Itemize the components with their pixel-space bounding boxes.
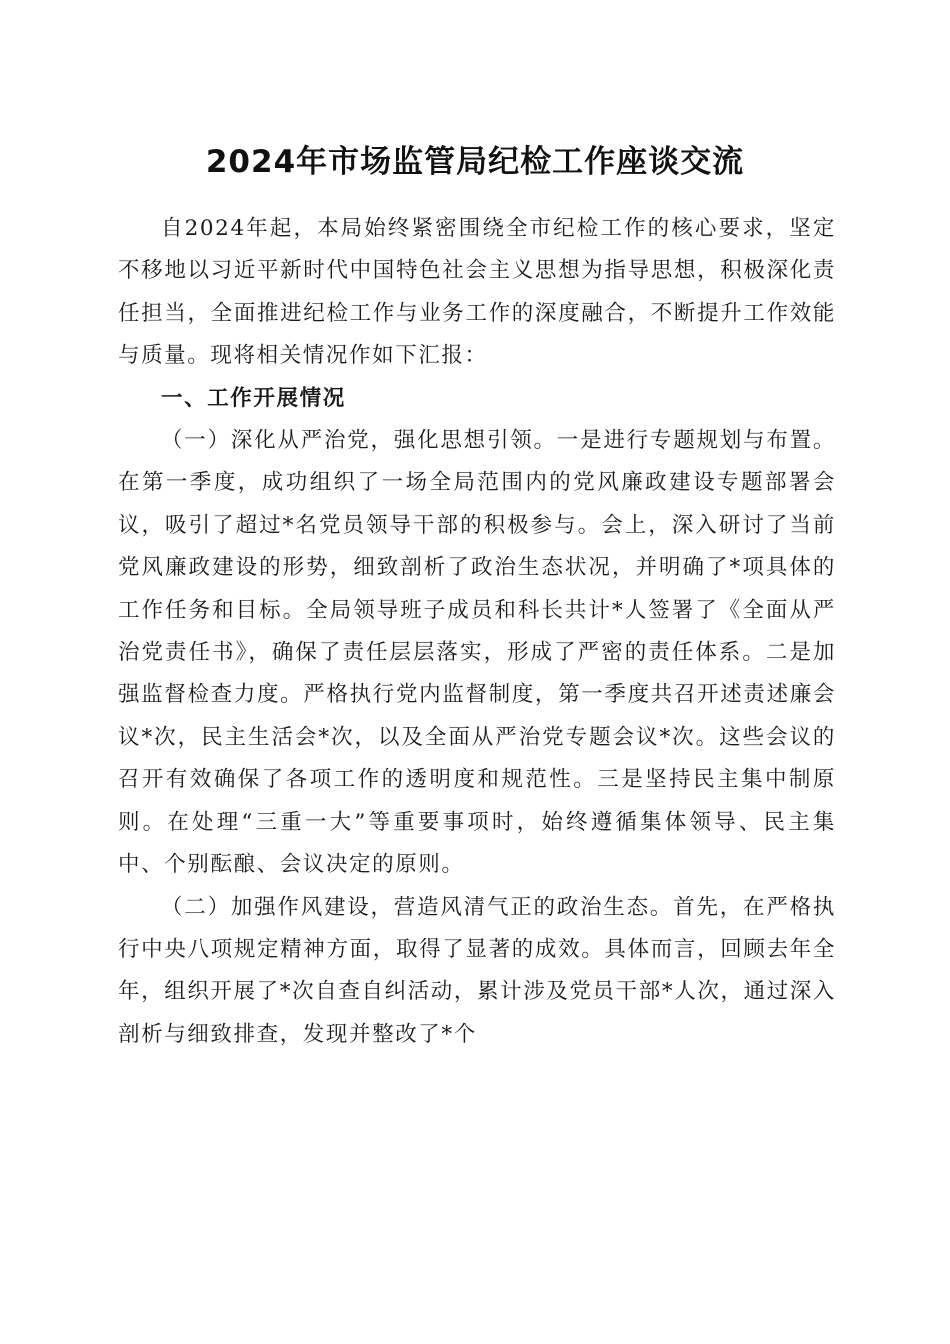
section-heading: 一、工作开展情况: [161, 385, 346, 411]
document-title: 2024年市场监管局纪检工作座谈交流: [205, 144, 745, 180]
section-paragraph-1: （一）深化从严治党，强化思想引领。一是进行专题规划与布置。在第一季度，成功组织了一场全局范围内的党风廉政建设专题部署会议，吸引了超过*名党员领导干部的积极参与。会上，深入研讨了当前党风廉政建设的形势，细致剖析了政治生态状况，并明确了*项具体的工作任务和目标。全局领导班子成员和科长共计*人签署了《全面从严治党责任书》，确保了责任层层落实，形成了严密的责任体系。二是加强监督检查力度。严格执行党内监督制度，第一季度共召开述责述廉会议*次，民主生活会*次，以及全面从严治党专题会议*次。这些会议的召开有效确保了各项工作的透明度和规范性。三是坚持民主集中制原则。在处理“三重一大”等重要事项时，始终遵循集体领导、民主集中、个别酝酿、会议决定的原则。: [118, 428, 836, 878]
section-paragraph-2: （二）加强作风建设，营造风清气正的政治生态。首先，在严格执行中央八项规定精神方面，取得了显著的成效。具体而言，回顾去年全年，组织开展了*次自查自纠活动，累计涉及党员干部*人次，通过深入剖析与细致排查，发现并整改了*个: [118, 894, 836, 1047]
document-body: [118, 208, 836, 1056]
intro-paragraph: 自2024年起，本局始终紧密围绕全市纪检工作的核心要求，坚定不移地以习近平新时代中国特色社会主义思想为指导思想，积极深化责任担当，全面推进纪检工作与业务工作的深度融合，不断提升工作效能与质量。现将相关情况作如下汇报：: [118, 216, 836, 369]
